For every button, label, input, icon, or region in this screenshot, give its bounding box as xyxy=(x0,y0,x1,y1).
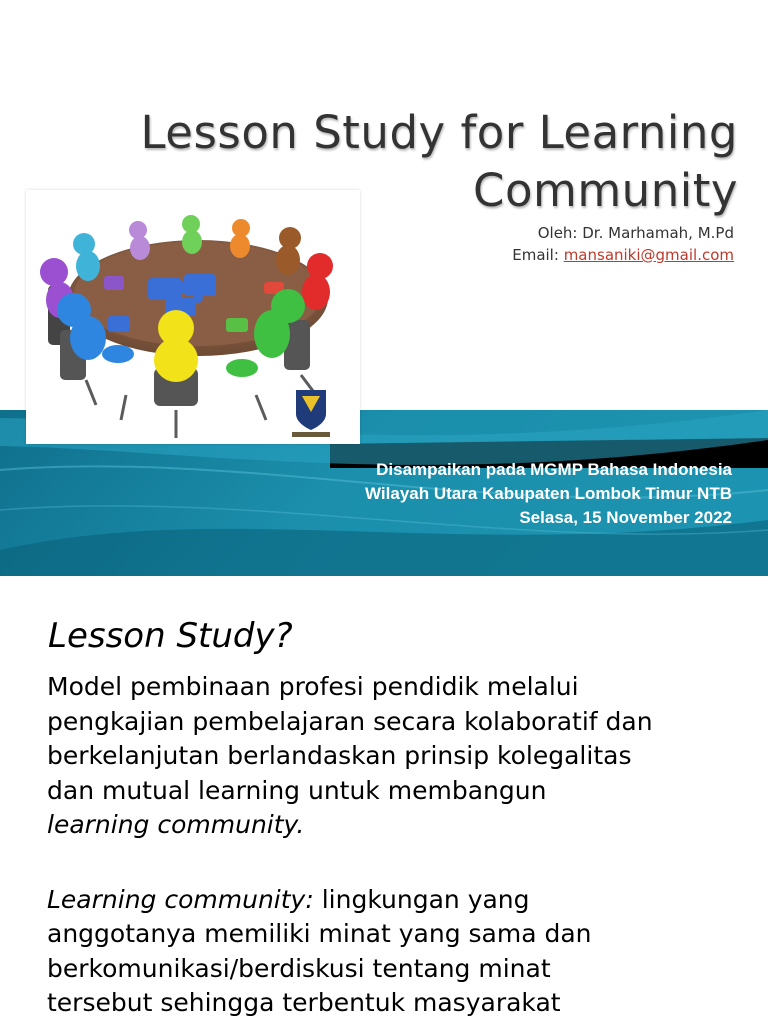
title-line-1: Lesson Study for Learning xyxy=(140,106,738,159)
slide-heading: Lesson Study? xyxy=(48,616,293,656)
definition-line: dan mutual learning untuk membangun xyxy=(47,775,547,805)
definition-line: berkelanjutan berlandaskan prinsip kolegalitas xyxy=(47,741,632,770)
email-line xyxy=(334,246,734,264)
community-term: Learning community: xyxy=(47,884,314,914)
info-line-1: Disampaikan pada MGMP Bahasa Indonesia xyxy=(376,460,732,479)
title-line-2: Community xyxy=(473,164,738,217)
school-emblem-icon xyxy=(292,390,330,437)
event-info xyxy=(252,458,732,530)
definition-slide xyxy=(0,576,768,1024)
email-link[interactable]: mansaniki@gmail.com xyxy=(563,246,734,264)
community-line: anggotanya memiliki minat yang sama dan xyxy=(47,919,592,948)
info-line-3: Selasa, 15 November 2022 xyxy=(519,508,732,527)
round-table-meeting-icon xyxy=(26,190,360,444)
community-rest: lingkungan yang xyxy=(313,884,530,914)
author-line: Oleh: Dr. Marhamah, M.Pd xyxy=(537,224,734,242)
definition-line: Model pembinaan profesi pendidik melalui xyxy=(47,672,579,701)
community-line: tersebut sehingga terbentuk masyarakat xyxy=(47,988,561,1017)
info-line-2: Wilayah Utara Kabupaten Lombok Timur NTB xyxy=(365,484,732,503)
definition-line: pengkajian pembelajaran secara kolaboratif dan xyxy=(47,706,653,736)
community-line xyxy=(47,883,747,918)
email-label: Email: xyxy=(512,246,564,264)
definition-body xyxy=(47,670,747,1021)
community-line: berkomunikasi/berdiskusi tentang minat xyxy=(47,953,551,983)
definition-italic-line: learning community. xyxy=(47,810,305,839)
